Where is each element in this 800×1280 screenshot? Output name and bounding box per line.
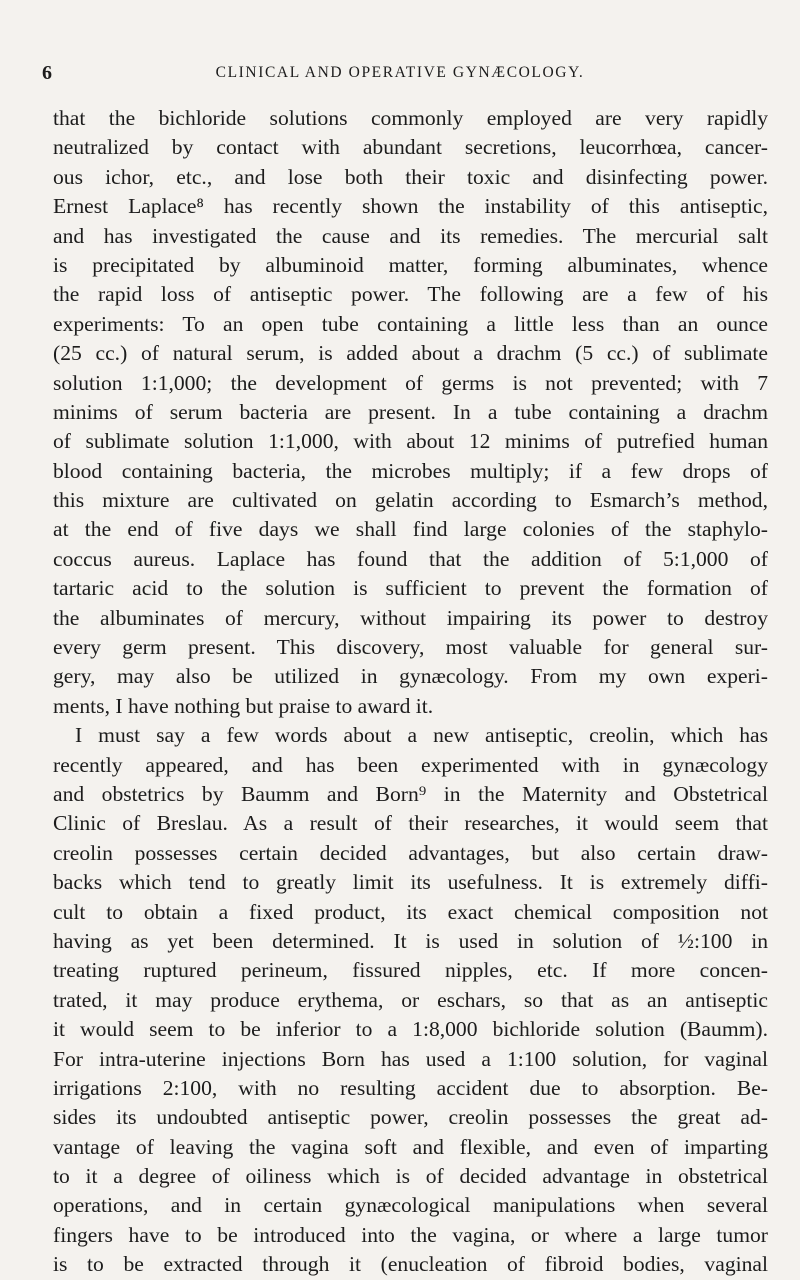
- running-title: CLINICAL AND OPERATIVE GYNÆCOLOGY.: [215, 64, 585, 81]
- text-line: of sublimate solution 1:1,000, with about 12 minims of putrefied human: [53, 429, 768, 454]
- text-line: recently appeared, and has been experimented with in gynæcology: [53, 752, 768, 777]
- text-line: minims of serum bacteria are present. In a tube containing a drachm: [53, 399, 768, 424]
- text-line: ments, I have nothing but praise to award it.: [53, 693, 434, 718]
- text-line: at the end of five days we shall find large colonies of the staphylo-: [53, 517, 768, 542]
- text-line: neutralized by contact with abundant secretions, leucorrhœa, cancer-: [53, 135, 768, 160]
- text-line: I must say a few words about a new antiseptic, creolin, which has: [75, 723, 768, 748]
- text-line: gery, may also be utilized in gynæcology. From my own experi-: [53, 664, 768, 689]
- text-line: the rapid loss of antiseptic power. The following are a few of his: [53, 282, 768, 307]
- text-line: backs which tend to greatly limit its usefulness. It is extremely diffi-: [53, 870, 768, 895]
- text-line: having as yet been determined. It is used in solution of ½:100 in: [53, 928, 768, 953]
- text-line: and obstetrics by Baumm and Born⁹ in the Maternity and Obstetrical: [53, 781, 768, 806]
- body-text: [53, 104, 768, 1280]
- text-line: and has investigated the cause and its remedies. The mercurial salt: [53, 223, 768, 248]
- text-line: coccus aureus. Laplace has found that the addition of 5:1,000 of: [53, 546, 768, 571]
- text-line: is to be extracted through it (enucleation of fibroid bodies, vaginal: [53, 1252, 768, 1277]
- paragraph-creolin: [53, 721, 768, 1279]
- text-line: blood containing bacteria, the microbes multiply; if a few drops of: [53, 458, 768, 483]
- text-line: this mixture are cultivated on gelatin according to Esmarch’s method,: [53, 488, 768, 513]
- text-line: For intra-uterine injections Born has used a 1:100 solution, for vaginal: [53, 1046, 768, 1071]
- text-line: solution 1:1,000; the development of germs is not prevented; with 7: [53, 370, 768, 395]
- text-line: Ernest Laplace⁸ has recently shown the instability of this antiseptic,: [53, 194, 768, 219]
- text-line: every germ present. This discovery, most valuable for general sur-: [53, 635, 768, 660]
- text-line: Clinic of Breslau. As a result of their researches, it would seem that: [53, 811, 768, 836]
- paragraph-laplace: [53, 104, 768, 721]
- text-line: to it a degree of oiliness which is of decided advantage in obstetrical: [53, 1164, 768, 1189]
- text-line: the albuminates of mercury, without impairing its power to destroy: [53, 605, 768, 630]
- text-line: tartaric acid to the solution is sufficient to prevent the formation of: [53, 576, 768, 601]
- text-line: irrigations 2:100, with no resulting accident due to absorption. Be-: [53, 1075, 768, 1100]
- text-line: is precipitated by albuminoid matter, forming albuminates, whence: [53, 252, 768, 277]
- text-line: operations, and in certain gynæcological manipulations when several: [53, 1193, 768, 1218]
- text-line: ous ichor, etc., and lose both their toxic and disinfecting power.: [53, 164, 768, 189]
- text-line: creolin possesses certain decided advantages, but also certain draw-: [53, 840, 768, 865]
- text-line: vantage of leaving the vagina soft and flexible, and even of imparting: [53, 1134, 768, 1159]
- text-line: fingers have to be introduced into the vagina, or where a large tumor: [53, 1222, 768, 1247]
- text-line: cult to obtain a fixed product, its exact chemical composition not: [53, 899, 768, 924]
- text-line: it would seem to be inferior to a 1:8,000 bichloride solution (Baumm).: [53, 1017, 768, 1042]
- running-head: [40, 62, 760, 86]
- text-line: that the bichloride solutions commonly employed are very rapidly: [53, 106, 768, 130]
- text-line: sides its undoubted antiseptic power, creolin possesses the great ad-: [53, 1105, 768, 1130]
- page-number: 6: [42, 62, 52, 84]
- text-line: trated, it may produce erythema, or eschars, so that as an antiseptic: [53, 987, 768, 1012]
- text-line: treating ruptured perineum, fissured nipples, etc. If more concen-: [53, 958, 768, 983]
- text-line: (25 cc.) of natural serum, is added about a drachm (5 cc.) of sublimate: [53, 341, 768, 366]
- text-line: experiments: To an open tube containing a little less than an ounce: [53, 311, 768, 336]
